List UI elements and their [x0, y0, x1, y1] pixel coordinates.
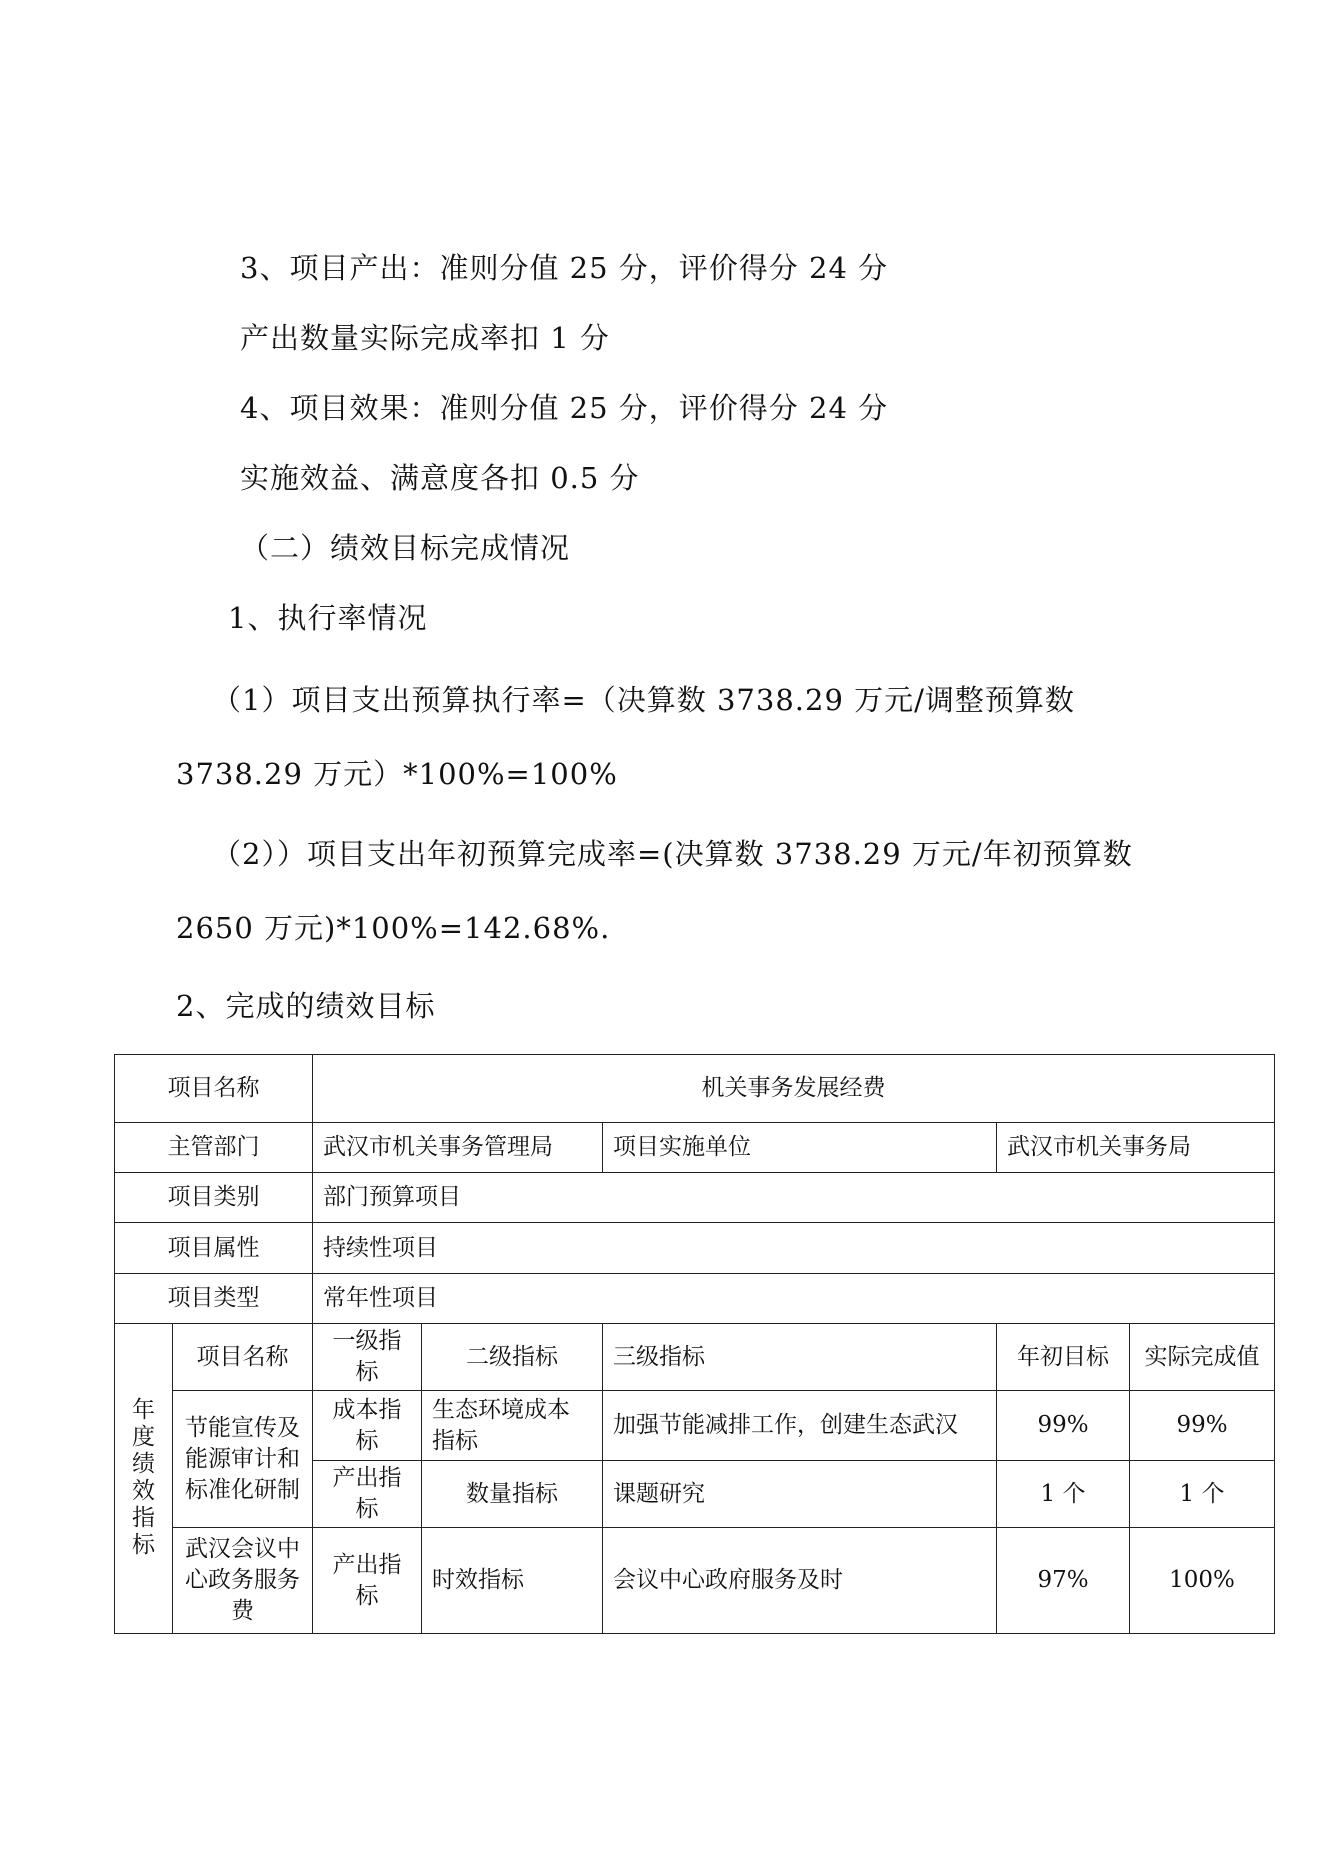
row-level1: 成本指标 — [313, 1391, 422, 1461]
row-level3: 课题研究 — [603, 1461, 997, 1528]
paragraph-output-score: 3、项目产出：准则分值 25 分，评价得分 24 分 — [240, 251, 889, 285]
type-value: 常年性项目 — [313, 1274, 1275, 1324]
impl-unit-value: 武汉市机关事务局 — [997, 1123, 1275, 1173]
category-value: 部门预算项目 — [313, 1173, 1275, 1223]
formula-initial-rate-line1: （2））项目支出年初预算完成率=(决算数 3738.29 万元/年初预算数 — [212, 837, 1133, 871]
table-row — [115, 1223, 1275, 1274]
header-level3: 三级指标 — [603, 1324, 997, 1391]
row-level2: 时效指标 — [422, 1528, 603, 1634]
row-project-name: 武汉会议中心政务服务费 — [173, 1528, 313, 1634]
row-level3: 加强节能减排工作，创建生态武汉 — [603, 1391, 997, 1461]
header-actual: 实际完成值 — [1130, 1324, 1275, 1391]
subheading-completed-goals: 2、完成的绩效目标 — [176, 989, 436, 1023]
row-target: 97% — [997, 1528, 1130, 1634]
row-level1: 产出指标 — [313, 1528, 422, 1634]
table-row — [115, 1123, 1275, 1173]
row-project-name: 节能宣传及能源审计和标准化研制 — [173, 1391, 313, 1528]
project-name-value: 机关事务发展经费 — [313, 1055, 1275, 1123]
annual-indicator-label: 年度绩效指标 — [115, 1324, 173, 1634]
impl-unit-label: 项目实施单位 — [603, 1123, 997, 1173]
formula-initial-rate-line2: 2650 万元)*100%=142.68%. — [176, 911, 611, 945]
attribute-label: 项目属性 — [115, 1223, 313, 1274]
formula-adjusted-rate-line2: 3738.29 万元）*100%=100% — [176, 757, 618, 791]
table-row — [115, 1391, 1275, 1461]
paragraph-effect-deduction: 实施效益、满意度各扣 0.5 分 — [240, 461, 640, 495]
paragraph-effect-score: 4、项目效果：准则分值 25 分，评价得分 24 分 — [240, 391, 889, 425]
formula-adjusted-rate-line1: （1）项目支出预算执行率=（决算数 3738.29 万元/调整预算数 — [212, 683, 1075, 717]
row-level1: 产出指标 — [313, 1461, 422, 1528]
dept-label: 主管部门 — [115, 1123, 313, 1173]
row-level3: 会议中心政府服务及时 — [603, 1528, 997, 1634]
paragraph-output-deduction: 产出数量实际完成率扣 1 分 — [240, 321, 610, 355]
header-project-name: 项目名称 — [173, 1324, 313, 1391]
table-header-row — [115, 1324, 1275, 1391]
header-level2: 二级指标 — [422, 1324, 603, 1391]
attribute-value: 持续性项目 — [313, 1223, 1275, 1274]
row-actual: 1 个 — [1130, 1461, 1275, 1528]
row-actual: 99% — [1130, 1391, 1275, 1461]
row-target: 1 个 — [997, 1461, 1130, 1528]
row-actual: 100% — [1130, 1528, 1275, 1634]
table-row — [115, 1274, 1275, 1324]
performance-table — [114, 1054, 1275, 1634]
header-level1: 一级指标 — [313, 1324, 422, 1391]
table-row — [115, 1173, 1275, 1223]
table-row — [115, 1528, 1275, 1634]
type-label: 项目类型 — [115, 1274, 313, 1324]
row-level2: 数量指标 — [422, 1461, 603, 1528]
row-target: 99% — [997, 1391, 1130, 1461]
header-target: 年初目标 — [997, 1324, 1130, 1391]
row-level2: 生态环境成本指标 — [422, 1391, 603, 1461]
category-label: 项目类别 — [115, 1173, 313, 1223]
section-heading-goals: （二）绩效目标完成情况 — [240, 531, 571, 565]
project-name-label: 项目名称 — [115, 1055, 313, 1123]
subheading-execution-rate: 1、执行率情况 — [228, 601, 428, 635]
dept-value: 武汉市机关事务管理局 — [313, 1123, 603, 1173]
table-row — [115, 1055, 1275, 1123]
